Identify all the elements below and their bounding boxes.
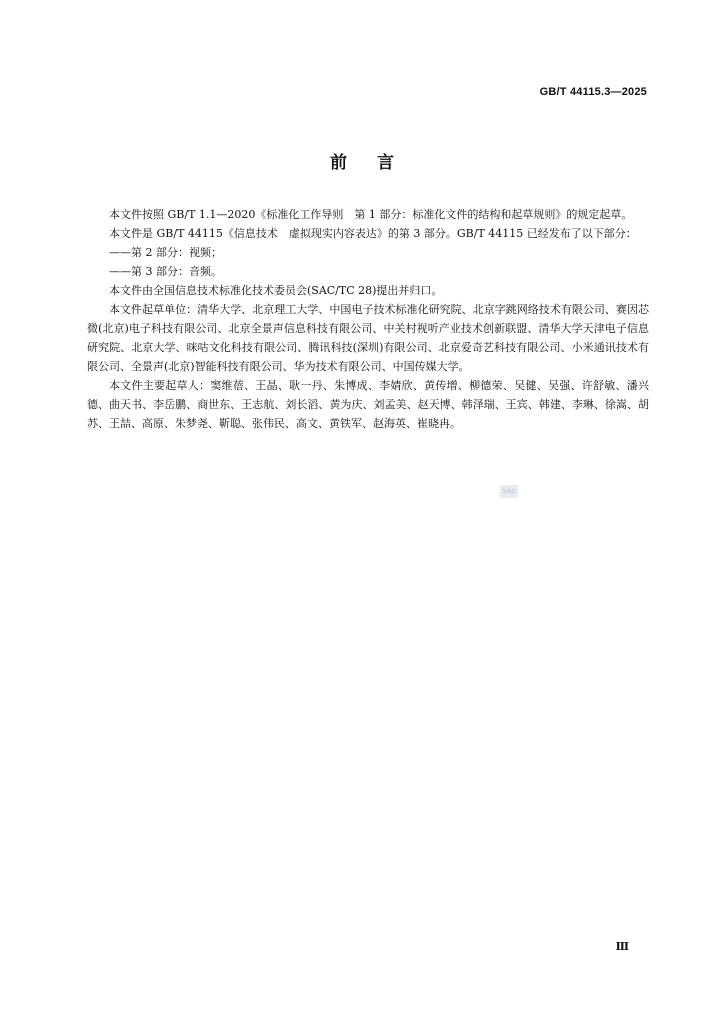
paragraph-drafting-units: 本文件起草单位：清华大学、北京理工大学、中国电子技术标准化研究院、北京字跳网络技术有限公司、赛因芯微(北京)电子科技有限公司、北京全景声信息科技有限公司、中关村视听产业技术创新联盟、清华大学天津电子信息研究院、北京大学、咪咕文化科技有限公司、腾讯科技(深圳)有限公司、北京爱奇艺科技有限公司、小米通讯技术有限公司、全景声(北京)智能科技有限公司、华为技术有限公司、中国传媒大学。 <box>87 303 649 373</box>
foreword-body <box>87 205 649 433</box>
paragraph-committee: 本文件由全国信息技术标准化技术委员会(SAC/TC 28)提出并归口。 <box>109 284 443 297</box>
page-title: 前言 <box>330 153 424 173</box>
standard-code: GB/T 44115.3—2025 <box>539 86 647 98</box>
list-item-part-2: ——第 2 部分：视频； <box>109 246 222 259</box>
paragraph-drafters: 本文件主要起草人：窦维蓓、王晶、耿一丹、朱博成、李婧欣、黄传增、柳德荣、吴健、吴强、许舒敏、潘兴德、曲天书、李岳鹏、商世东、王志航、刘长滔、黄为庆、刘孟美、赵天博、韩泽瑞、王宾、韩建、李琳、徐嵩、胡苏、王喆、高原、朱梦尧、靳聪、张伟民、高文、黄铁军、赵海英、崔晓冉。 <box>87 379 649 430</box>
watermark-logo: SAC <box>500 485 518 498</box>
paragraph-series-parts: 本文件是 GB/T 44115《信息技术 虚拟现实内容表达》的第 3 部分。GB/T 44115 已经发布了以下部分： <box>109 227 637 240</box>
paragraph-drafting-rules: 本文件按照 GB/T 1.1—2020《标准化工作导则 第 1 部分：标准化文件的结构和起草规则》的规定起草。 <box>109 208 633 221</box>
list-item-part-3: ——第 3 部分：音频。 <box>109 265 222 278</box>
page-number: Ⅲ <box>615 940 629 953</box>
